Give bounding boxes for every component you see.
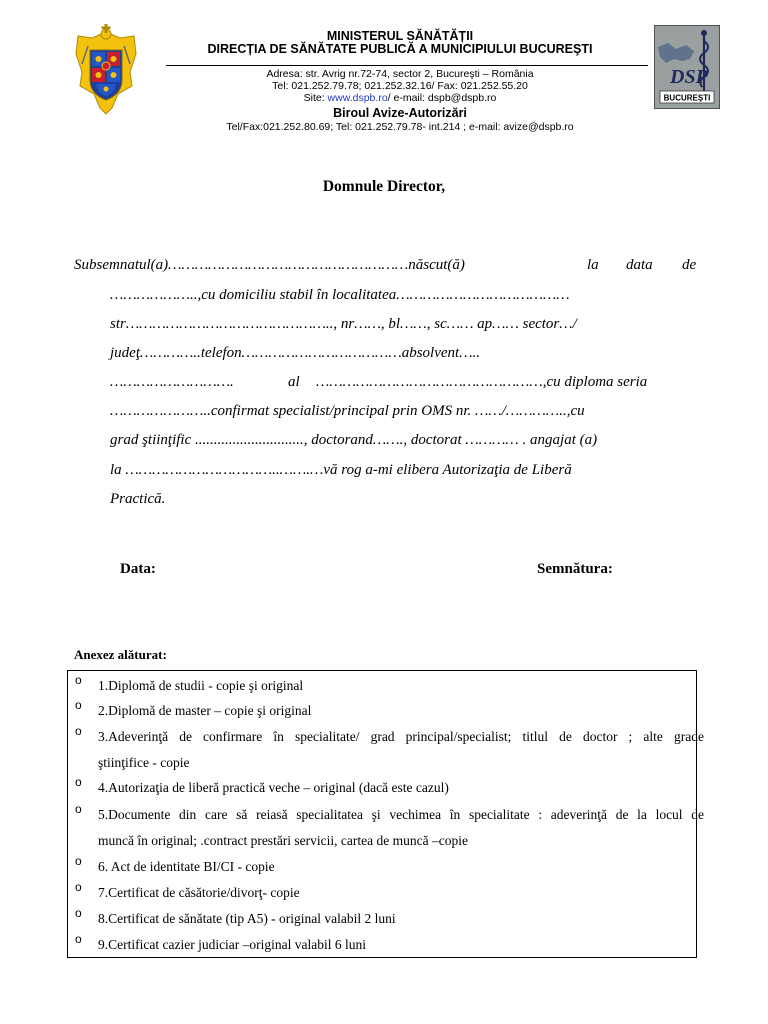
bullet-icon: o: [75, 724, 82, 738]
office-contact-line: Tel/Fax:021.252.80.69; Tel: 021.252.79.78- int.214 ; e-mail: avize@dspb.ro: [226, 121, 574, 133]
list-item-text: 2.Diplomă de master – copie şi original: [98, 703, 312, 718]
phone-line: Tel: 021.252.79.78; 021.252.32.16/ Fax: 021.252.55.20: [272, 80, 528, 92]
signature-label: Semnătura:: [537, 561, 613, 577]
logo-letters: DSP: [670, 66, 708, 88]
bullet-icon: o: [75, 906, 82, 920]
body-line-5-b: al: [288, 374, 300, 390]
site-prefix: Site:: [303, 92, 328, 104]
list-item-text: 3.Adeverinţă de confirmare în specialitate/ grad principal/specialist; titlul de doctor ; alte grade: [98, 729, 704, 744]
body-line-1-c: data: [626, 257, 653, 273]
body-line-2: ………………..,cu domiciliu stabil în localitatea…………………………………: [110, 287, 570, 303]
body-line-6: …………………..confirmat specialist/principal prin OMS nr. ……/…………..,cu: [110, 403, 585, 419]
list-item-text: 6. Act de identitate BI/CI - copie: [98, 859, 275, 874]
list-item-text: 4.Autorizaţia de liberă practică veche – original (dacă este cazul): [98, 780, 449, 795]
bullet-icon: o: [75, 854, 82, 868]
body-line-1-a: Subsemnatul(a)………………………………………………născut(ă): [74, 257, 465, 273]
list-item-text: ştiinţifice - copie: [98, 755, 190, 770]
list-item-text: muncă în original; .contract prestări servicii, cartea de muncă –copie: [98, 833, 468, 848]
list-item-text: 7.Certificat de căsătorie/divorţ- copie: [98, 885, 300, 900]
body-line-4: judeţ…………..telefon………………………………absolvent…..: [110, 345, 481, 361]
body-line-9: Practică.: [110, 491, 166, 507]
address-line: Adresa: str. Avrig nr.72-74, sector 2, Bucureşti – România: [266, 68, 534, 80]
bullet-icon: o: [75, 932, 82, 946]
romania-coat-of-arms-icon: [72, 24, 140, 116]
logo-city-label: BUCUREȘTI: [663, 93, 711, 103]
list-item-text: 5.Documente din care să reiasă specialitatea şi vechimea în specialitate : adeverinţă de la locul de: [98, 807, 704, 822]
bullet-icon: o: [75, 673, 82, 687]
body-line-8: la ……………………………..…….…vă rog a-mi elibera Autorizaţia de Liberă: [110, 462, 572, 478]
list-item-text: 8.Certificat de sănătate (tip A5) - original valabil 2 luni: [98, 911, 396, 926]
body-line-3: str……………………………………….., nr……, bl……, sc…… ap…… sector…/: [110, 316, 577, 332]
salutation: Domnule Director,: [322, 178, 446, 195]
body-line-7: grad ştiinţific ............................., doctorand……., doctorat ………… . angajat (a): [110, 432, 598, 448]
bullet-icon: o: [75, 775, 82, 789]
annex-list: [67, 670, 704, 958]
body-line-5-a: ……………………….: [110, 374, 234, 390]
dspb-caduceus-logo-icon: [654, 25, 720, 109]
bullet-icon: o: [75, 802, 82, 816]
ministry-title: MINISTERUL SĂNĂTĂȚII: [326, 29, 474, 43]
list-item-text: 1.Diplomă de studii - copie şi original: [98, 678, 304, 693]
site-email: / e-mail: dspb@dspb.ro: [387, 92, 497, 104]
header-divider: [166, 65, 648, 66]
annex-title: Anexez alăturat:: [74, 647, 167, 662]
bullet-icon: o: [75, 880, 82, 894]
directorate-title: DIRECȚIA DE SĂNĂTATE PUBLICĂ A MUNICIPIULUI BUCUREŞTI: [207, 42, 593, 56]
body-line-5-c: ……………………………………………,cu diploma seria: [316, 374, 648, 390]
office-title: Biroul Avize-Autorizări: [333, 106, 467, 120]
date-label: Data:: [120, 561, 156, 577]
body-line-1-d: de: [682, 257, 697, 273]
site-link[interactable]: www.dspb.ro: [327, 92, 388, 104]
list-item-text: 9.Certificat cazier judiciar –original valabil 6 luni: [98, 937, 367, 952]
bullet-icon: o: [75, 698, 82, 712]
body-line-1-b: la: [587, 257, 599, 273]
site-line: [160, 92, 640, 104]
